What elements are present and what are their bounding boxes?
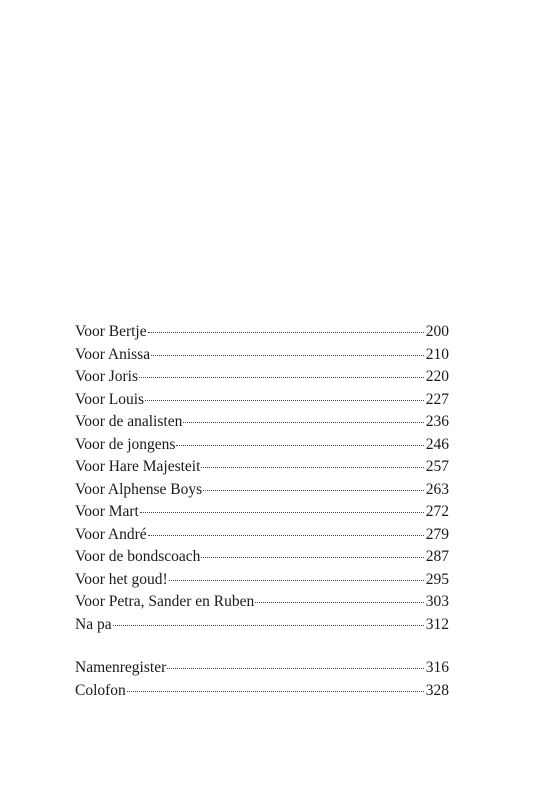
table-of-contents	[75, 321, 449, 702]
toc-entry	[75, 524, 449, 547]
toc-dot-leader	[140, 511, 424, 513]
toc-dot-leader	[148, 534, 424, 536]
toc-dot-leader	[145, 399, 424, 401]
toc-dot-leader	[183, 421, 423, 423]
toc-entry-title: Voor de analisten	[75, 413, 183, 430]
toc-entry	[75, 456, 449, 479]
toc-entry-title: Voor Joris	[75, 368, 139, 385]
toc-dot-leader	[148, 331, 424, 333]
toc-entry-page: 303	[425, 593, 449, 610]
toc-entry	[75, 479, 449, 502]
toc-entry	[75, 569, 449, 592]
toc-entry-title: Voor Louis	[75, 390, 145, 408]
toc-entry	[75, 434, 449, 457]
toc-entry-page: 295	[425, 570, 449, 588]
toc-entry	[75, 657, 449, 680]
toc-entry-page: 287	[425, 548, 449, 565]
toc-dot-leader	[203, 489, 424, 491]
toc-dot-leader	[127, 690, 424, 692]
toc-entry	[75, 680, 449, 703]
toc-entry-page: 227	[425, 390, 449, 408]
toc-entry	[75, 546, 449, 569]
toc-entry-title: Voor het goud!	[75, 570, 168, 588]
toc-entry-page: 210	[425, 345, 449, 363]
toc-entry	[75, 614, 449, 637]
toc-entry-title: Voor Hare Majesteit	[75, 458, 201, 475]
toc-entry-page: 272	[425, 503, 449, 520]
toc-group-chapters	[75, 321, 449, 636]
toc-entry-title: Voor Anissa	[75, 345, 151, 363]
toc-entry-page: 279	[425, 525, 449, 543]
toc-entry-page: 220	[425, 368, 449, 385]
toc-entry-title: Na pa	[75, 615, 112, 633]
toc-dot-leader	[176, 444, 423, 446]
toc-entry-page: 200	[425, 323, 449, 340]
toc-group-appendix	[75, 657, 449, 702]
toc-entry-page: 236	[425, 413, 449, 430]
toc-dot-leader	[151, 354, 424, 356]
toc-entry	[75, 501, 449, 524]
toc-entry-title: Namenregister	[75, 659, 167, 676]
toc-entry-title: Voor de jongens	[75, 435, 176, 453]
toc-dot-leader	[255, 601, 424, 603]
toc-entry-page: 328	[425, 681, 449, 699]
toc-entry	[75, 321, 449, 344]
toc-entry-page: 316	[425, 659, 449, 676]
toc-entry-title: Colofon	[75, 681, 126, 699]
toc-dot-leader	[201, 556, 423, 558]
toc-entry	[75, 344, 449, 367]
toc-dot-leader	[113, 624, 424, 626]
toc-entry	[75, 366, 449, 389]
toc-entry-page: 263	[425, 480, 449, 498]
toc-entry	[75, 389, 449, 412]
toc-entry	[75, 591, 449, 614]
toc-entry-title: Voor André	[75, 525, 147, 543]
toc-entry-page: 246	[425, 435, 449, 453]
toc-entry-page: 257	[425, 458, 449, 475]
toc-entry	[75, 411, 449, 434]
toc-entry-title: Voor Bertje	[75, 323, 147, 340]
toc-dot-leader	[167, 667, 424, 669]
toc-entry-page: 312	[425, 615, 449, 633]
toc-entry-title: Voor de bondscoach	[75, 548, 201, 565]
toc-entry-title: Voor Petra, Sander en Ruben	[75, 593, 255, 610]
toc-entry-title: Voor Mart	[75, 503, 139, 520]
toc-entry-title: Voor Alphense Boys	[75, 480, 203, 498]
toc-dot-leader	[139, 376, 424, 378]
toc-dot-leader	[169, 579, 424, 581]
toc-dot-leader	[201, 466, 423, 468]
